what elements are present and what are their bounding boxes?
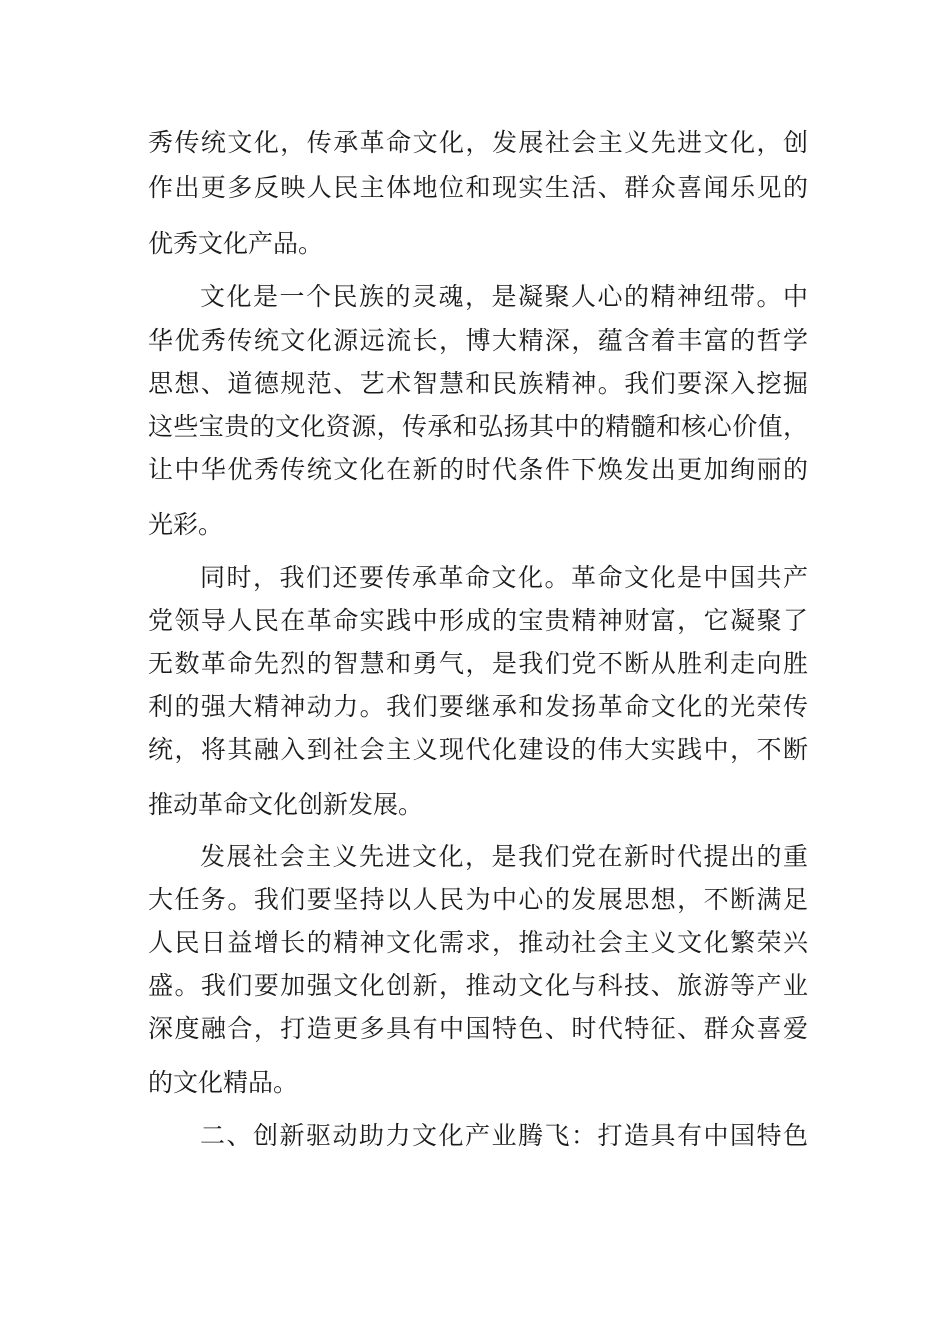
paragraph-line: 优秀文化产品。 [148,229,324,258]
paragraph-line: 思想、道德规范、艺术智慧和民族精神。我们要深入挖掘 [148,369,808,398]
paragraph-line: 文化是一个民族的灵魂，是凝聚人心的精神纽带。中 [200,282,808,311]
paragraph-line: 发展社会主义先进文化，是我们党在新时代提出的重 [200,842,808,871]
paragraph-line: 盛。我们要加强文化创新，推动文化与科技、旅游等产业 [148,971,808,1000]
paragraph-line: 同时，我们还要传承革命文化。革命文化是中国共产 [200,563,808,592]
paragraph-line: 推动革命文化创新发展。 [148,790,424,819]
paragraph-line: 大任务。我们要坚持以人民为中心的发展思想，不断满足 [148,885,808,914]
paragraph-line: 党领导人民在革命实践中形成的宝贵精神财富，它凝聚了 [148,606,808,635]
paragraph-line: 人民日益增长的精神文化需求，推动社会主义文化繁荣兴 [148,928,808,957]
paragraph-line: 这些宝贵的文化资源，传承和弘扬其中的精髓和核心价值， [148,412,808,441]
paragraph-line: 光彩。 [148,510,224,539]
paragraph-line: 秀传统文化，传承革命文化，发展社会主义先进文化，创 [148,128,808,157]
paragraph-line: 无数革命先烈的智慧和勇气，是我们党不断从胜利走向胜 [148,649,808,678]
paragraph-line: 华优秀传统文化源远流长，博大精深，蕴含着丰富的哲学 [148,326,808,355]
paragraph-line: 深度融合，打造更多具有中国特色、时代特征、群众喜爱 [148,1014,808,1043]
paragraph-line: 让中华优秀传统文化在新的时代条件下焕发出更加绚丽的 [148,455,808,484]
paragraph-line: 统，将其融入到社会主义现代化建设的伟大实践中，不断 [148,735,808,764]
paragraph-line: 作出更多反映人民主体地位和现实生活、群众喜闻乐见的 [148,173,808,202]
paragraph-line: 的文化精品。 [148,1068,299,1097]
paragraph-line: 利的强大精神动力。我们要继承和发扬革命文化的光荣传 [148,692,808,721]
section-heading-line: 二、创新驱动助力文化产业腾飞：打造具有中国特色 [200,1121,808,1150]
